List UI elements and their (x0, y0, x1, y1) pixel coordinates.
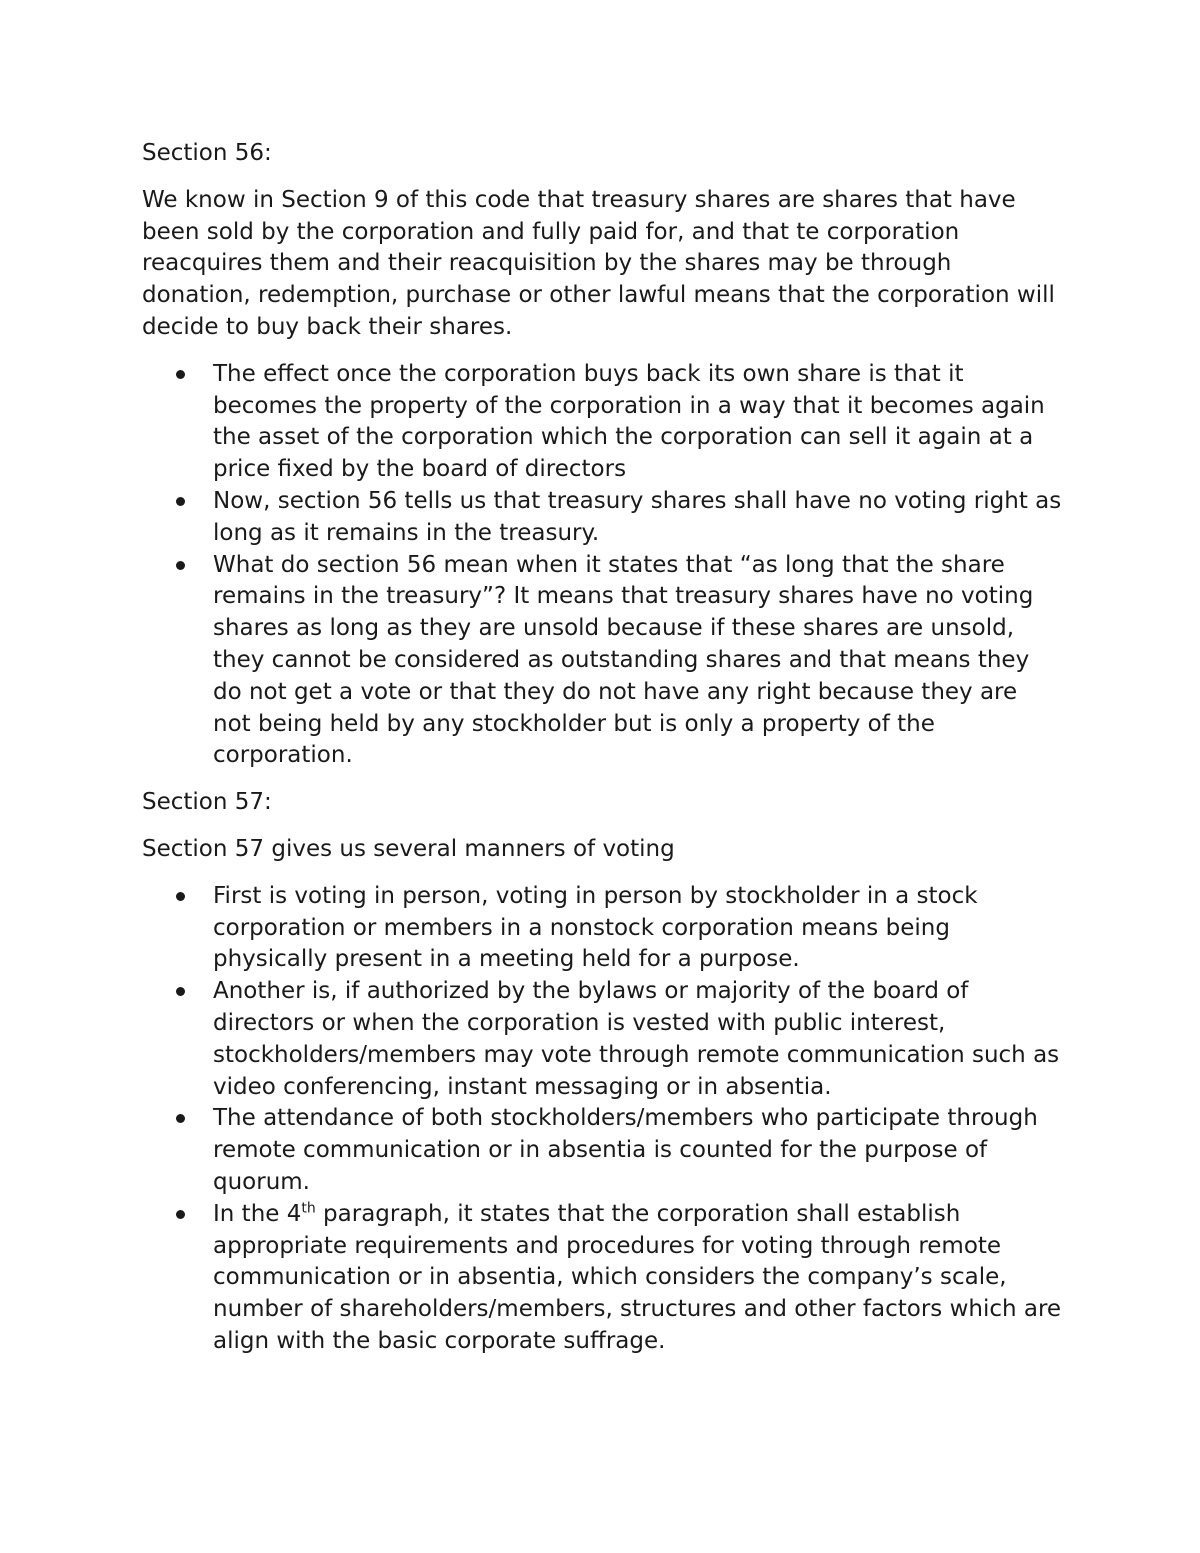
bullet-icon (176, 370, 185, 379)
list-item-text-start: In the 4 (213, 1200, 302, 1227)
list-item-text: The effect once the corporation buys back its own share is that it becomes the property of the corporation in a way that it becomes again the asset of the corporation which the corporation can sell it again at a price fixed by the board of directors (213, 360, 1045, 483)
list-item (142, 1199, 1062, 1358)
list-item-text-end: paragraph, it states that the corporation shall establish appropriate requirements and procedures for voting through remote communication or in absentia, which considers the company’s scale, number of shareholders/members, structures and other factors which are align with the basic corporate suffrage. (213, 1200, 1062, 1354)
list-item-text: Another is, if authorized by the bylaws or majority of the board of directors or when the corporation is vested with public interest, stockholders/members may vote through remote communication such as video conferencing, instant messaging or in absentia. (213, 978, 1060, 1100)
list-item-text: Now, section 56 tells us that treasury shares shall have no voting right as long as it remains in the treasury. (213, 487, 1062, 546)
section-56-heading: Section 56: (142, 140, 272, 166)
ordinal-suffix: th (301, 1200, 316, 1217)
section-56-bullet-list (142, 359, 1062, 772)
section-57-heading: Section 57: (142, 789, 272, 816)
list-item-text: What do section 56 mean when it states that “as long that the share remains in the treasury”? It means that treasury shares have no voting shares as long as they are unsold because if these shares are unsold, they cannot be considered as outstanding shares and that means they do not get a vote or that they do not have any right because they are not being held by any stockholder but is only a property of the corporation. (213, 551, 1034, 769)
section-57-bullet-list (142, 881, 1062, 1358)
list-item-text: The attendance of both stockholders/members who participate through remote communication or in absentia is counted for the purpose of quorum. (213, 1105, 1038, 1195)
document-page (142, 138, 1062, 1373)
list-item-text: First is voting in person, voting in person by stockholder in a stock corporation or members in a nonstock corporation means being physically present in a meeting held for a purpose. (213, 882, 978, 973)
bullet-icon (176, 1114, 185, 1123)
bullet-icon (176, 561, 185, 570)
bullet-icon (176, 987, 185, 996)
list-item (142, 976, 1062, 1103)
section-56-intro: We know in Section 9 of this code that treasury shares are shares that have been sold by the corporation and fully paid for, and that te corporation reacquires them and their reacquisition by the shares may be through donation, redemption, purchase or other lawful means that the corporation will decide to buy back their shares. (142, 186, 1055, 340)
list-item (142, 486, 1062, 550)
section-57-intro: Section 57 gives us several manners of voting (142, 835, 675, 862)
list-item (142, 881, 1062, 976)
list-item (142, 550, 1062, 773)
bullet-icon (176, 1210, 185, 1219)
bullet-icon (176, 892, 185, 901)
bullet-icon (176, 497, 185, 506)
list-item (142, 359, 1062, 486)
list-item (142, 1103, 1062, 1198)
